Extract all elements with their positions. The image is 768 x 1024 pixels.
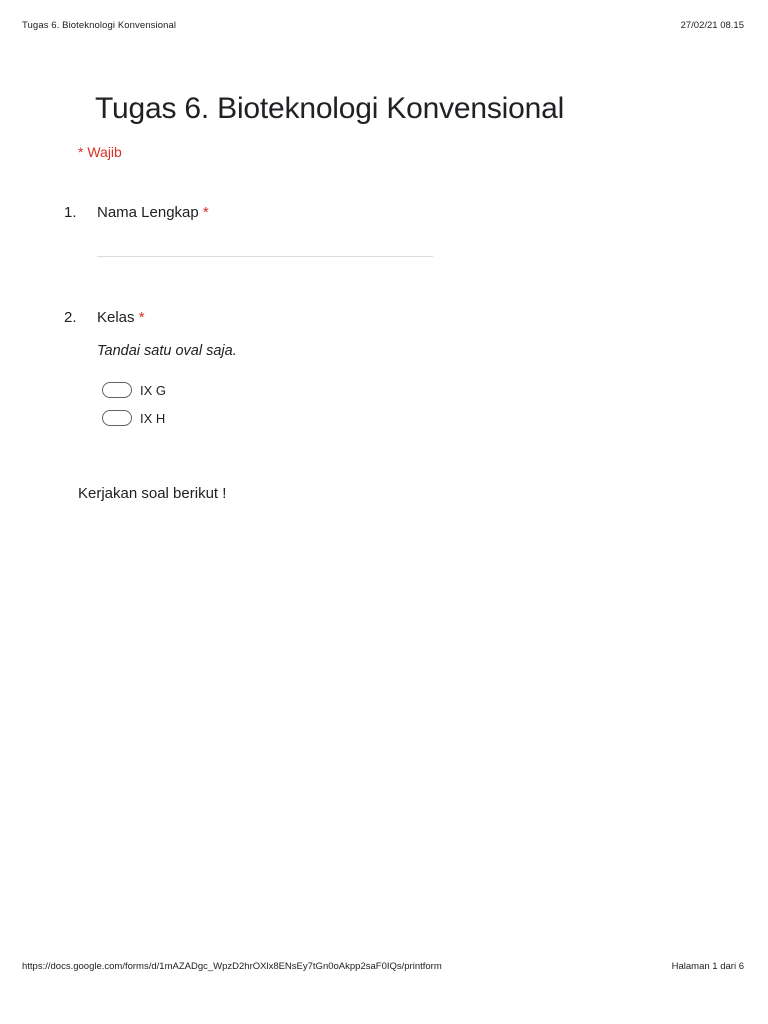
option-label: IX H [140, 410, 166, 426]
question-title-text: Nama Lengkap [97, 204, 199, 221]
question-number: 1. [64, 204, 77, 221]
section-description: Kerjakan soal berikut ! [78, 485, 227, 502]
oval-radio-icon[interactable] [102, 382, 132, 398]
form-title: Tugas 6. Bioteknologi Konvensional [95, 92, 565, 125]
required-note: * Wajib [78, 144, 122, 160]
option-label: IX G [140, 382, 167, 398]
print-header-datetime: 27/02/21 08.15 [680, 20, 744, 31]
nama-lengkap-answer-field[interactable] [97, 256, 433, 257]
question-instruction: Tandai satu oval saja. [97, 343, 237, 359]
question-title [97, 204, 209, 221]
print-footer-url: https://docs.google.com/forms/d/1mAZADgc_WpzD2hrOXlx8ENsEy7tGn0oAkpp2saF0IQs/printform [22, 961, 442, 972]
required-mark: * [202, 204, 209, 221]
question-number: 2. [64, 309, 77, 326]
required-mark: * [138, 309, 145, 326]
question-title-text: Kelas [97, 309, 135, 326]
oval-radio-icon[interactable] [102, 410, 132, 426]
print-footer-page-number: Halaman 1 dari 6 [671, 961, 744, 972]
question-title [97, 309, 145, 326]
print-header-title: Tugas 6. Bioteknologi Konvensional [22, 20, 177, 31]
option-ix-h[interactable] [102, 410, 165, 426]
option-ix-g[interactable] [102, 382, 166, 398]
